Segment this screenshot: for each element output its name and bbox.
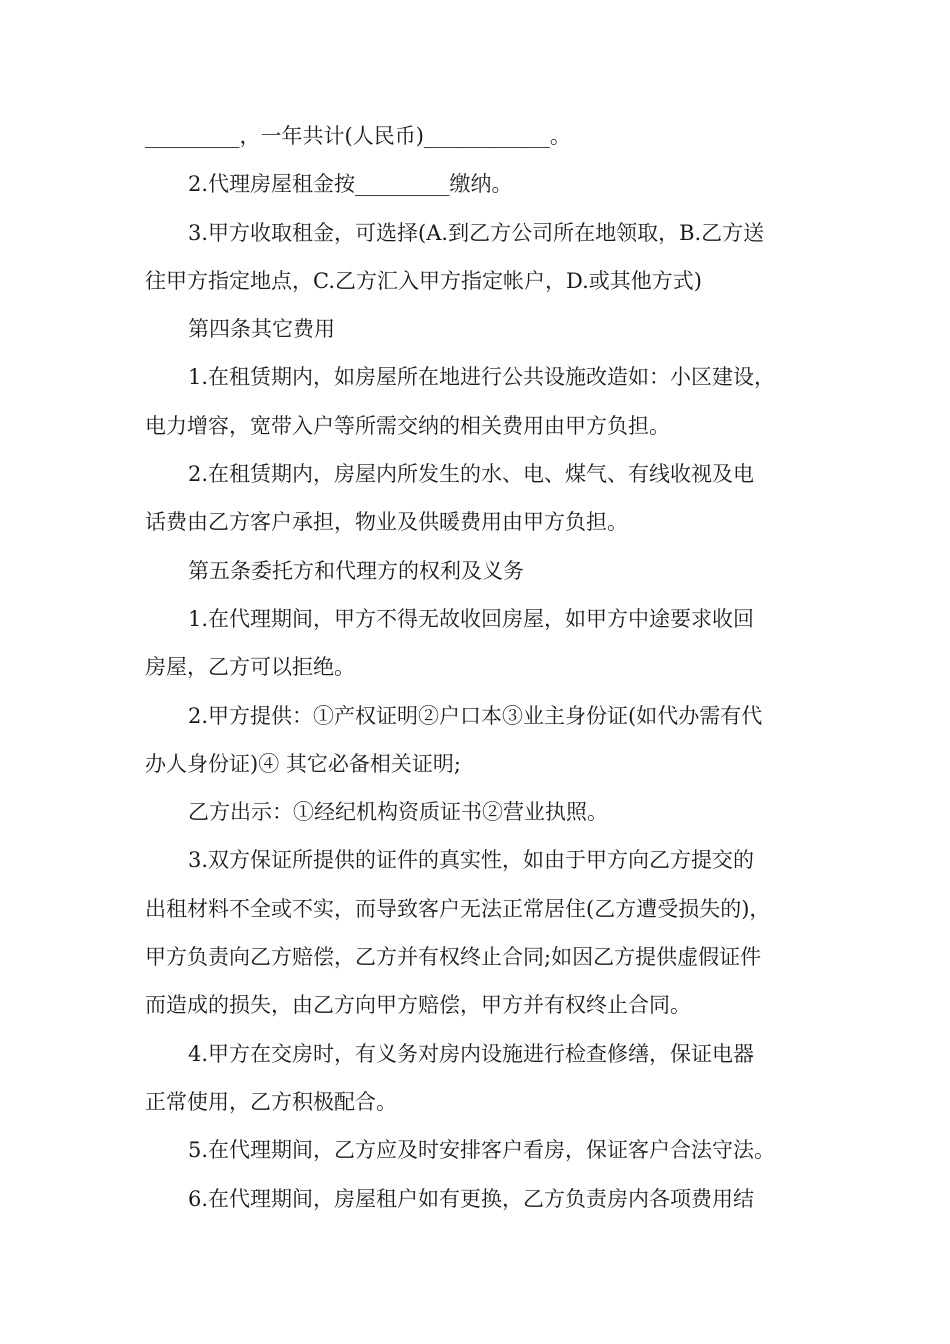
text-line: 6.在代理期间，房屋租户如有更换，乙方负责房内各项费用结 xyxy=(188,1186,755,1211)
text-line: 办人身份证)④ 其它必备相关证明; xyxy=(145,751,461,776)
section-heading: 第五条委托方和代理方的权利及义务 xyxy=(188,558,524,583)
document-body xyxy=(145,112,825,1223)
text-line: 1.在租赁期内，如房屋所在地进行公共设施改造如：小区建设， xyxy=(188,365,776,390)
text-line: 正常使用，乙方积极配合。 xyxy=(145,1089,397,1114)
text-line: 话费由乙方客户承担，物业及供暖费用由甲方负担。 xyxy=(145,510,628,535)
text-line: 2.在租赁期内，房屋内所发生的水、电、煤气、有线收视及电 xyxy=(188,462,755,487)
text-line: 出租材料不全或不实，而导致客户无法正常居住(乙方遭受损失的)， xyxy=(145,896,771,921)
text-line: 3.甲方收取租金，可选择(A.到乙方公司所在地领取，B.乙方送 xyxy=(188,220,765,245)
text-line: 1.在代理期间，甲方不得无故收回房屋，如甲方中途要求收回 xyxy=(188,606,755,631)
text-line: 2.甲方提供：①产权证明②户口本③业主身份证(如代办需有代 xyxy=(188,703,763,728)
text-line: 4.甲方在交房时，有义务对房内设施进行检查修缮，保证电器 xyxy=(188,1041,755,1066)
text-line: 2.代理房屋租金按_________缴纳。 xyxy=(188,172,513,197)
text-line: 而造成的损失，由乙方向甲方赔偿，甲方并有权终止合同。 xyxy=(145,993,691,1018)
text-line: 电力增容，宽带入户等所需交纳的相关费用由甲方负担。 xyxy=(145,413,670,438)
text-line: 乙方出示：①经纪机构资质证书②营业执照。 xyxy=(188,800,608,825)
text-line: 3.双方保证所提供的证件的真实性，如由于甲方向乙方提交的 xyxy=(188,848,755,873)
text-line: 5.在代理期间，乙方应及时安排客户看房，保证客户合法守法。 xyxy=(188,1138,776,1163)
section-heading: 第四条其它费用 xyxy=(188,317,335,342)
text-line: 房屋，乙方可以拒绝。 xyxy=(145,655,355,680)
text-line: 甲方负责向乙方赔偿，乙方并有权终止合同;如因乙方提供虚假证件 xyxy=(145,945,762,970)
text-line: _________，一年共计(人民币)____________。 xyxy=(145,124,571,148)
text-line: 往甲方指定地点，C.乙方汇入甲方指定帐户，D.或其他方式) xyxy=(145,268,702,293)
